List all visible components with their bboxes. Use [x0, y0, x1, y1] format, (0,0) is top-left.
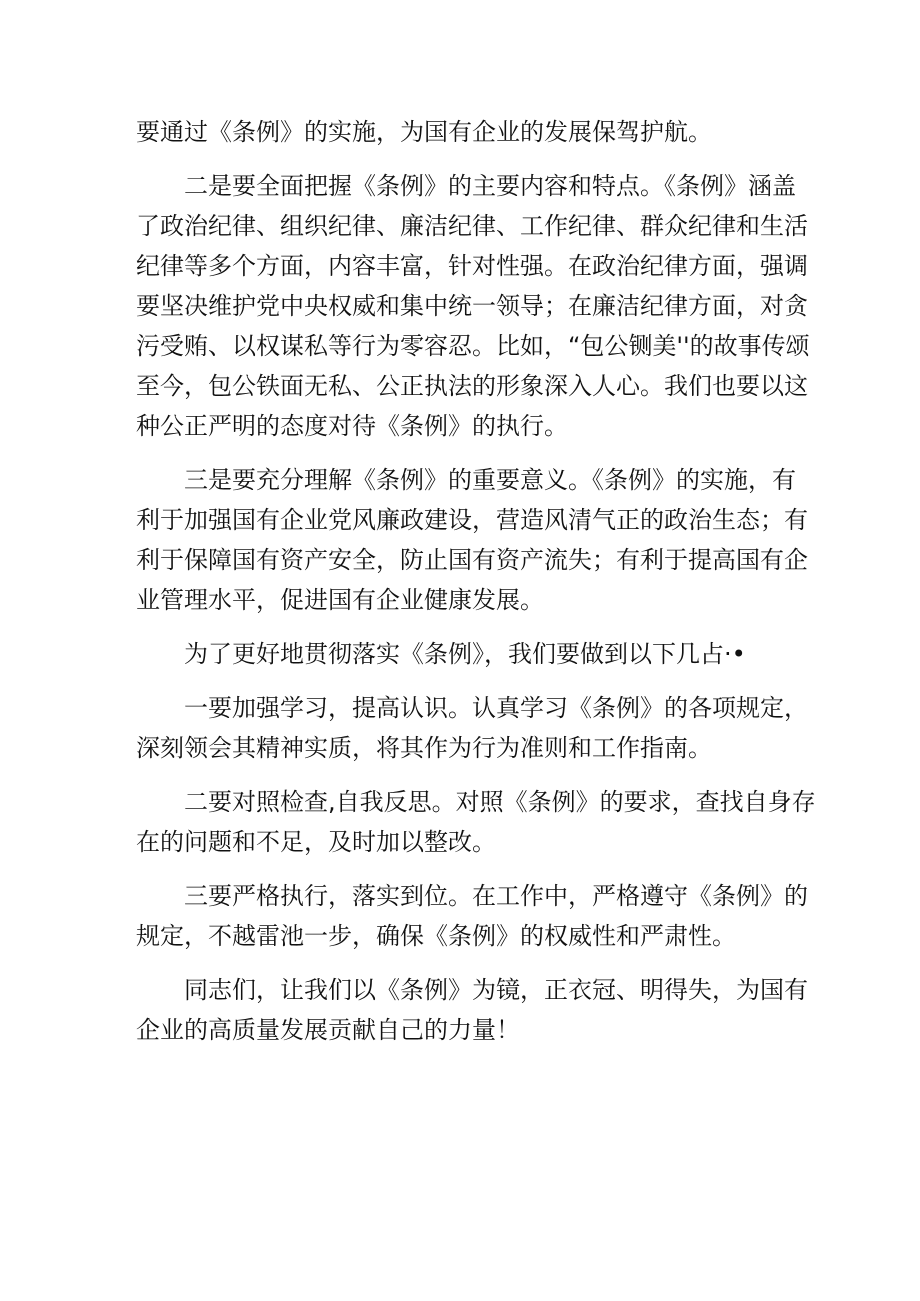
text-line: 二是要全面把握《条例》的主要内容和特点。《条例》涵盖: [184, 172, 796, 200]
text-line: 污受贿、以权谋私等行为零容忍。比如，“包公铡美''的故事传颂: [136, 332, 810, 360]
paragraph-7: [136, 876, 808, 956]
paragraph-1: [136, 112, 796, 152]
text-line: 二要对照检查,自我反思。对照《条例》的要求，查找自身存: [184, 788, 816, 816]
text-line: 深刻领会其精神实质，将其作为行为准则和工作指南。: [136, 734, 712, 762]
text-line: 利于加强国有企业党风廉政建设，营造风清气正的政治生态；有: [136, 506, 808, 534]
paragraph-5: [136, 688, 808, 768]
text-line: 三要严格执行，落实到位。在工作中，严格遵守《条例》的: [184, 882, 808, 910]
paragraph-8: [136, 970, 808, 1050]
paragraph-3: [136, 460, 808, 620]
text-line: 了政治纪律、组织纪律、廉洁纪律、工作纪律、群众纪律和生活: [136, 212, 808, 240]
text-line: 要坚决维护党中央权威和集中统一领导；在廉洁纪律方面，对贪: [136, 292, 808, 320]
paragraph-4: [136, 634, 796, 674]
text-line: 同志们，让我们以《条例》为镜，正衣冠、明得失，为国有: [184, 976, 808, 1004]
text-line: 规定，不越雷池一步，确保《条例》的权威性和严肃性。: [136, 922, 736, 950]
text-line: 一要加强学习，提高认识。认真学习《条例》的各项规定，: [184, 694, 808, 722]
text-line: 企业的高质量发展贡献自己的力量！: [136, 1016, 520, 1044]
text-line: 利于保障国有资产安全，防止国有资产流失；有利于提高国有企: [136, 546, 808, 574]
text-line: 三是要充分理解《条例》的重要意义。《条例》的实施，有: [184, 466, 796, 494]
paragraph-6: [136, 782, 816, 862]
text-line: 在的问题和不足，及时加以整改。: [136, 828, 496, 856]
text-line: 要通过《条例》的实施，为国有企业的发展保驾护航。: [136, 118, 712, 146]
text-line: 纪律等多个方面，内容丰富，针对性强。在政治纪律方面，强调: [136, 252, 808, 280]
paragraph-2: [136, 166, 810, 446]
text-line: 至今，包公铁面无私、公正执法的形象深入人心。我们也要以这: [136, 372, 808, 400]
text-line: 业管理水平，促进国有企业健康发展。: [136, 586, 544, 614]
text-line: 为了更好地贯彻落实《条例》，我们要做到以下几占·•: [184, 640, 746, 668]
document-body: [136, 112, 816, 1064]
text-line: 种公正严明的态度对待《条例》的执行。: [136, 412, 568, 440]
